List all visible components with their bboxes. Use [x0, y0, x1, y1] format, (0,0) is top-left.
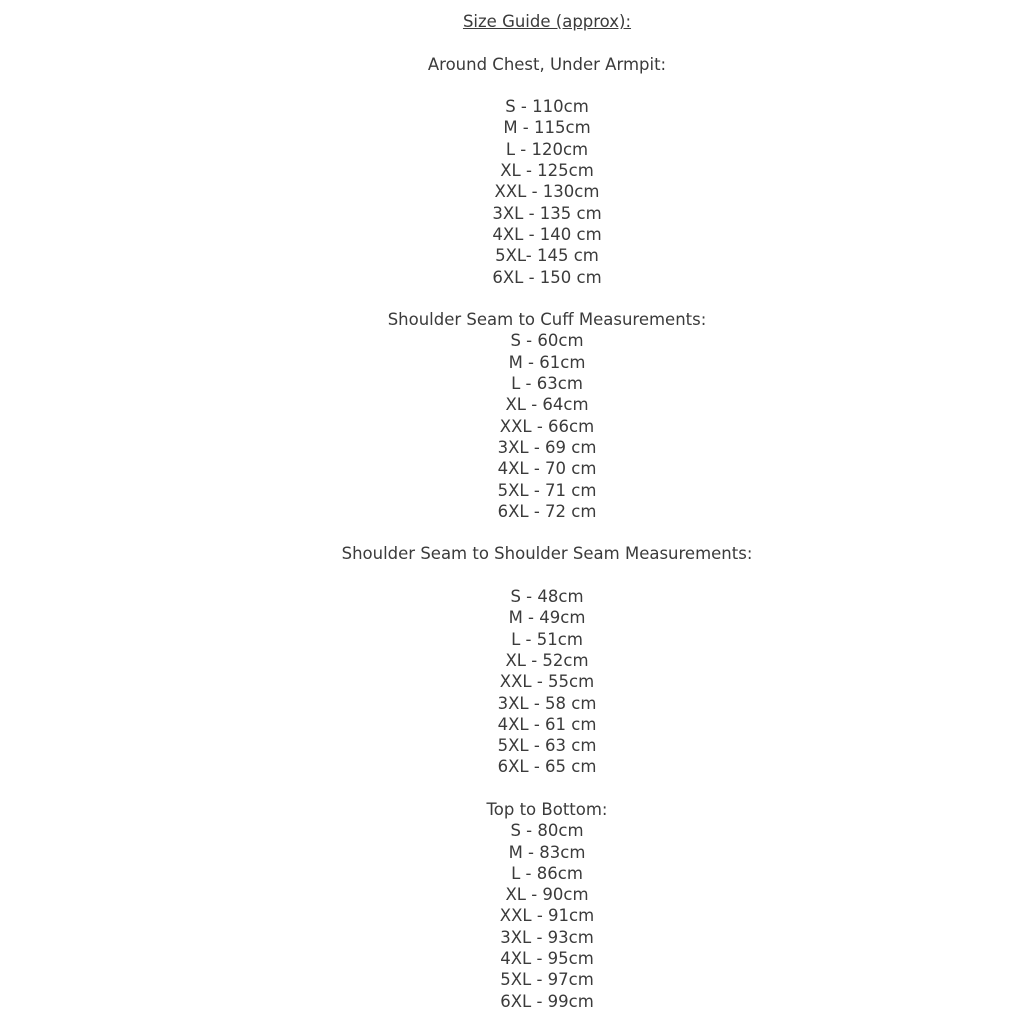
size-row: S - 48cm: [510, 587, 584, 607]
size-row: M - 49cm: [508, 608, 586, 628]
size-row: S - 80cm: [510, 821, 584, 841]
size-row: M - 61cm: [508, 352, 586, 372]
size-row: L - 63cm: [511, 374, 583, 394]
size-guide-document: [70, 0, 1024, 1012]
section-items-length: [70, 820, 1024, 1012]
section-heading-length: Top to Bottom:: [486, 799, 608, 819]
size-row: XL - 52cm: [505, 650, 589, 670]
size-row: L - 120cm: [505, 139, 589, 159]
size-row: 5XL - 71 cm: [497, 480, 597, 500]
size-row: 4XL - 140 cm: [492, 224, 602, 244]
size-row: 4XL - 95cm: [500, 949, 594, 969]
size-row: S - 110cm: [505, 97, 589, 117]
size-row: 6XL - 72 cm: [497, 501, 597, 521]
size-row: XXL - 91cm: [499, 906, 595, 926]
section-heading-chest: Around Chest, Under Armpit:: [427, 54, 667, 74]
size-row: 6XL - 99cm: [500, 991, 594, 1011]
size-row: M - 115cm: [503, 118, 591, 138]
size-row: XL - 125cm: [500, 161, 594, 181]
size-row: 4XL - 70 cm: [497, 459, 597, 479]
section-heading-cuff: Shoulder Seam to Cuff Measurements:: [387, 310, 707, 330]
size-row: 6XL - 65 cm: [497, 757, 597, 777]
size-row: L - 51cm: [511, 629, 583, 649]
section-items-shoulder: [70, 586, 1024, 778]
section-items-chest: [70, 96, 1024, 288]
size-row: M - 83cm: [508, 842, 586, 862]
size-row: L - 86cm: [511, 863, 583, 883]
size-row: 6XL - 150 cm: [492, 267, 602, 287]
size-row: XL - 90cm: [505, 885, 589, 905]
size-row: 5XL - 63 cm: [497, 736, 597, 756]
size-row: XXL - 130cm: [494, 182, 600, 202]
size-row: 3XL - 135 cm: [492, 203, 602, 223]
size-row: 3XL - 58 cm: [497, 693, 597, 713]
size-guide-title: Size Guide (approx):: [462, 12, 632, 31]
size-row: 5XL - 97cm: [500, 970, 594, 990]
size-row: XL - 64cm: [505, 395, 589, 415]
section-items-cuff: [70, 330, 1024, 522]
size-row: 5XL- 145 cm: [495, 246, 599, 266]
size-row: 3XL - 69 cm: [497, 437, 597, 457]
size-row: XXL - 66cm: [499, 416, 595, 436]
size-row: 3XL - 93cm: [500, 927, 594, 947]
size-row: 4XL - 61 cm: [497, 714, 597, 734]
size-row: XXL - 55cm: [499, 672, 595, 692]
section-heading-shoulder: Shoulder Seam to Shoulder Seam Measurements:: [341, 544, 753, 564]
size-row: S - 60cm: [510, 331, 584, 351]
